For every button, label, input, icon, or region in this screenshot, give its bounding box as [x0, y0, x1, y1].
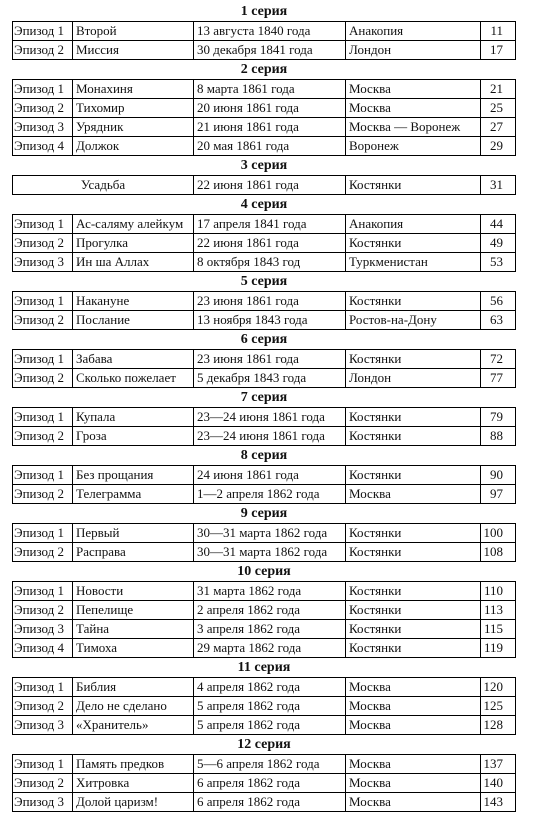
page-number: 115	[480, 620, 515, 638]
episode-number: Эпизод 2	[14, 775, 65, 790]
episode-title: Усадьба	[80, 177, 126, 192]
series-section	[12, 504, 516, 562]
episode-title: Телеграмма	[72, 485, 193, 503]
episode-row	[12, 99, 516, 118]
page-number: 11	[480, 22, 515, 40]
episode-title: Второй	[72, 22, 193, 40]
page-number: 110	[480, 582, 515, 600]
episode-row	[12, 22, 516, 41]
episode-place: Москва	[345, 678, 480, 696]
episode-number: Эпизод 2	[14, 312, 65, 327]
episode-number: Эпизод 1	[14, 351, 65, 366]
episode-title: Монахиня	[72, 80, 193, 98]
episode-row	[12, 80, 516, 99]
series-heading: 12 серия	[12, 735, 516, 755]
episode-title: Память предков	[72, 755, 193, 773]
episode-place: Москва	[345, 485, 480, 503]
page-number: 29	[480, 137, 515, 155]
episode-row	[12, 427, 516, 446]
series-heading: 4 серия	[12, 195, 516, 215]
page-number: 44	[480, 215, 515, 233]
episode-place: Костянки	[345, 601, 480, 619]
episode-title: Тайна	[72, 620, 193, 638]
episode-row	[12, 620, 516, 639]
episode-row	[12, 524, 516, 543]
episode-number: Эпизод 1	[14, 467, 65, 482]
episode-date: 23 июня 1861 года	[193, 350, 345, 368]
episode-title: Гроза	[72, 427, 193, 445]
episode-date: 6 апреля 1862 года	[193, 774, 345, 792]
episode-place: Лондон	[345, 41, 480, 59]
page-number: 72	[480, 350, 515, 368]
episode-date: 5 декабря 1843 года	[193, 369, 345, 387]
series-heading: 1 серия	[12, 2, 516, 22]
episode-title: Забава	[72, 350, 193, 368]
page-number: 88	[480, 427, 515, 445]
page-number: 53	[480, 253, 515, 271]
episode-title: Тимоха	[72, 639, 193, 657]
episode-number: Эпизод 3	[14, 119, 65, 134]
episode-place: Ростов-на-Дону	[345, 311, 480, 329]
episode-number: Эпизод 1	[14, 23, 65, 38]
episode-title: Долой царизм!	[72, 793, 193, 811]
episode-title: Пепелище	[72, 601, 193, 619]
episode-place: Москва	[345, 697, 480, 715]
episode-title: Тихомир	[72, 99, 193, 117]
episode-number: Эпизод 3	[14, 717, 65, 732]
episode-number: Эпизод 3	[14, 254, 65, 269]
episode-number: Эпизод 2	[14, 100, 65, 115]
page-number: 79	[480, 408, 515, 426]
episode-row	[12, 292, 516, 311]
page-number: 27	[480, 118, 515, 136]
episode-number: Эпизод 2	[14, 235, 65, 250]
episode-table	[12, 2, 516, 812]
episode-title: Урядник	[72, 118, 193, 136]
episode-row	[12, 408, 516, 427]
episode-title: Должок	[72, 137, 193, 155]
episode-date: 21 июня 1861 года	[193, 118, 345, 136]
page-number: 100	[480, 524, 515, 542]
episode-row	[12, 311, 516, 330]
episode-date: 31 марта 1862 года	[193, 582, 345, 600]
episode-date: 23 июня 1861 года	[193, 292, 345, 310]
episode-date: 17 апреля 1841 года	[193, 215, 345, 233]
episode-title: Без прощания	[72, 466, 193, 484]
episode-date: 3 апреля 1862 года	[193, 620, 345, 638]
episode-row	[12, 639, 516, 658]
episode-number: Эпизод 1	[14, 525, 65, 540]
episode-row	[12, 485, 516, 504]
episode-number: Эпизод 3	[14, 621, 65, 636]
episode-number: Эпизод 1	[14, 756, 65, 771]
episode-title: Купала	[72, 408, 193, 426]
episode-date: 24 июня 1861 года	[193, 466, 345, 484]
episode-number: Эпизод 2	[14, 486, 65, 501]
episode-row	[12, 678, 516, 697]
episode-number: Эпизод 2	[14, 42, 65, 57]
episode-date: 4 апреля 1862 года	[193, 678, 345, 696]
page-number: 31	[480, 176, 515, 194]
series-section	[12, 195, 516, 272]
episode-title: Накануне	[72, 292, 193, 310]
page-number: 97	[480, 485, 515, 503]
episode-date: 1—2 апреля 1862 года	[193, 485, 345, 503]
series-section	[12, 388, 516, 446]
episode-number: Эпизод 1	[14, 81, 65, 96]
episode-title: Библия	[72, 678, 193, 696]
episode-place: Москва	[345, 774, 480, 792]
episode-title: Ин ша Аллах	[72, 253, 193, 271]
series-heading: 5 серия	[12, 272, 516, 292]
episode-date: 20 июня 1861 года	[193, 99, 345, 117]
episode-date: 30—31 марта 1862 года	[193, 524, 345, 542]
series-section	[12, 446, 516, 504]
series-section	[12, 562, 516, 658]
episode-row	[12, 215, 516, 234]
series-section	[12, 2, 516, 60]
episode-place: Лондон	[345, 369, 480, 387]
page-number: 119	[480, 639, 515, 657]
episode-date: 8 марта 1861 года	[193, 80, 345, 98]
episode-number: Эпизод 2	[14, 698, 65, 713]
episode-place: Анакопия	[345, 215, 480, 233]
episode-place: Туркменистан	[345, 253, 480, 271]
episode-title: Первый	[72, 524, 193, 542]
page-number: 25	[480, 99, 515, 117]
episode-date: 30—31 марта 1862 года	[193, 543, 345, 561]
episode-date: 6 апреля 1862 года	[193, 793, 345, 811]
episode-title: «Хранитель»	[72, 716, 193, 734]
episode-date: 2 апреля 1862 года	[193, 601, 345, 619]
episode-place: Москва	[345, 793, 480, 811]
page-number: 108	[480, 543, 515, 561]
episode-date: 5 апреля 1862 года	[193, 716, 345, 734]
series-section	[12, 658, 516, 735]
episode-number: Эпизод 1	[14, 583, 65, 598]
series-heading: 8 серия	[12, 446, 516, 466]
episode-place: Костянки	[345, 408, 480, 426]
episode-row	[12, 543, 516, 562]
episode-date: 8 октября 1843 год	[193, 253, 345, 271]
episode-number: Эпизод 2	[14, 370, 65, 385]
episode-date: 23—24 июня 1861 года	[193, 427, 345, 445]
page-number: 49	[480, 234, 515, 252]
episode-place: Костянки	[345, 620, 480, 638]
episode-place: Костянки	[345, 582, 480, 600]
episode-title: Миссия	[72, 41, 193, 59]
episode-date: 13 августа 1840 года	[193, 22, 345, 40]
episode-date: 22 июня 1861 года	[193, 234, 345, 252]
page-number: 140	[480, 774, 515, 792]
episode-place: Костянки	[345, 639, 480, 657]
episode-number: Эпизод 1	[14, 409, 65, 424]
episode-title: Прогулка	[72, 234, 193, 252]
episode-number: Эпизод 2	[14, 544, 65, 559]
series-section	[12, 156, 516, 195]
episode-row	[12, 466, 516, 485]
episode-place: Москва	[345, 755, 480, 773]
episode-date: 13 ноября 1843 года	[193, 311, 345, 329]
episode-title: Расправа	[72, 543, 193, 561]
episode-row	[12, 716, 516, 735]
episode-date: 5—6 апреля 1862 года	[193, 755, 345, 773]
episode-date: 5 апреля 1862 года	[193, 697, 345, 715]
page-number: 17	[480, 41, 515, 59]
episode-row	[12, 176, 516, 195]
episode-date: 29 марта 1862 года	[193, 639, 345, 657]
episode-number: Эпизод 3	[14, 794, 65, 809]
episode-place: Костянки	[345, 176, 480, 194]
episode-place: Воронеж	[345, 137, 480, 155]
episode-row	[12, 350, 516, 369]
episode-place: Костянки	[345, 292, 480, 310]
episode-row	[12, 755, 516, 774]
episode-date: 23—24 июня 1861 года	[193, 408, 345, 426]
series-heading: 10 серия	[12, 562, 516, 582]
episode-date: 20 мая 1861 года	[193, 137, 345, 155]
episode-place: Костянки	[345, 427, 480, 445]
episode-place: Москва	[345, 716, 480, 734]
episode-place: Анакопия	[345, 22, 480, 40]
series-heading: 11 серия	[12, 658, 516, 678]
episode-title: Послание	[72, 311, 193, 329]
episode-row	[12, 697, 516, 716]
episode-number: Эпизод 2	[14, 602, 65, 617]
episode-number: Эпизод 4	[14, 640, 65, 655]
episode-place: Костянки	[345, 543, 480, 561]
episode-title: Сколько пожелает	[72, 369, 193, 387]
episode-number: Эпизод 4	[14, 138, 65, 153]
page-number: 90	[480, 466, 515, 484]
episode-place: Костянки	[345, 524, 480, 542]
page-number: 113	[480, 601, 515, 619]
episode-row	[12, 582, 516, 601]
episode-place: Костянки	[345, 234, 480, 252]
episode-row	[12, 41, 516, 60]
episode-title: Дело не сделано	[72, 697, 193, 715]
episode-place: Костянки	[345, 350, 480, 368]
episode-row	[12, 369, 516, 388]
episode-row	[12, 793, 516, 812]
page-number: 21	[480, 80, 515, 98]
episode-date: 22 июня 1861 года	[193, 176, 345, 194]
page-number: 120	[480, 678, 515, 696]
episode-row	[12, 137, 516, 156]
episode-number: Эпизод 2	[14, 428, 65, 443]
episode-place: Костянки	[345, 466, 480, 484]
episode-place: Москва	[345, 99, 480, 117]
series-heading: 7 серия	[12, 388, 516, 408]
page-number: 128	[480, 716, 515, 734]
episode-title: Новости	[72, 582, 193, 600]
episode-row	[12, 253, 516, 272]
page-number: 137	[480, 755, 515, 773]
series-heading: 9 серия	[12, 504, 516, 524]
page-number: 63	[480, 311, 515, 329]
episode-number: Эпизод 1	[14, 293, 65, 308]
page-number: 56	[480, 292, 515, 310]
page-number: 77	[480, 369, 515, 387]
page-number: 125	[480, 697, 515, 715]
series-heading: 3 серия	[12, 156, 516, 176]
episode-number: Эпизод 1	[14, 216, 65, 231]
episode-place: Москва — Воронеж	[345, 118, 480, 136]
episode-date: 30 декабря 1841 года	[193, 41, 345, 59]
series-section	[12, 330, 516, 388]
episode-title: Хитровка	[72, 774, 193, 792]
episode-row	[12, 774, 516, 793]
series-heading: 6 серия	[12, 330, 516, 350]
series-heading: 2 серия	[12, 60, 516, 80]
episode-row	[12, 234, 516, 253]
episode-place: Москва	[345, 80, 480, 98]
series-section	[12, 60, 516, 156]
series-section	[12, 272, 516, 330]
episode-title: Ас-саляму алейкум	[72, 215, 193, 233]
episode-row	[12, 118, 516, 137]
page-number: 143	[480, 793, 515, 811]
series-section	[12, 735, 516, 812]
episode-row	[12, 601, 516, 620]
episode-number: Эпизод 1	[14, 679, 65, 694]
